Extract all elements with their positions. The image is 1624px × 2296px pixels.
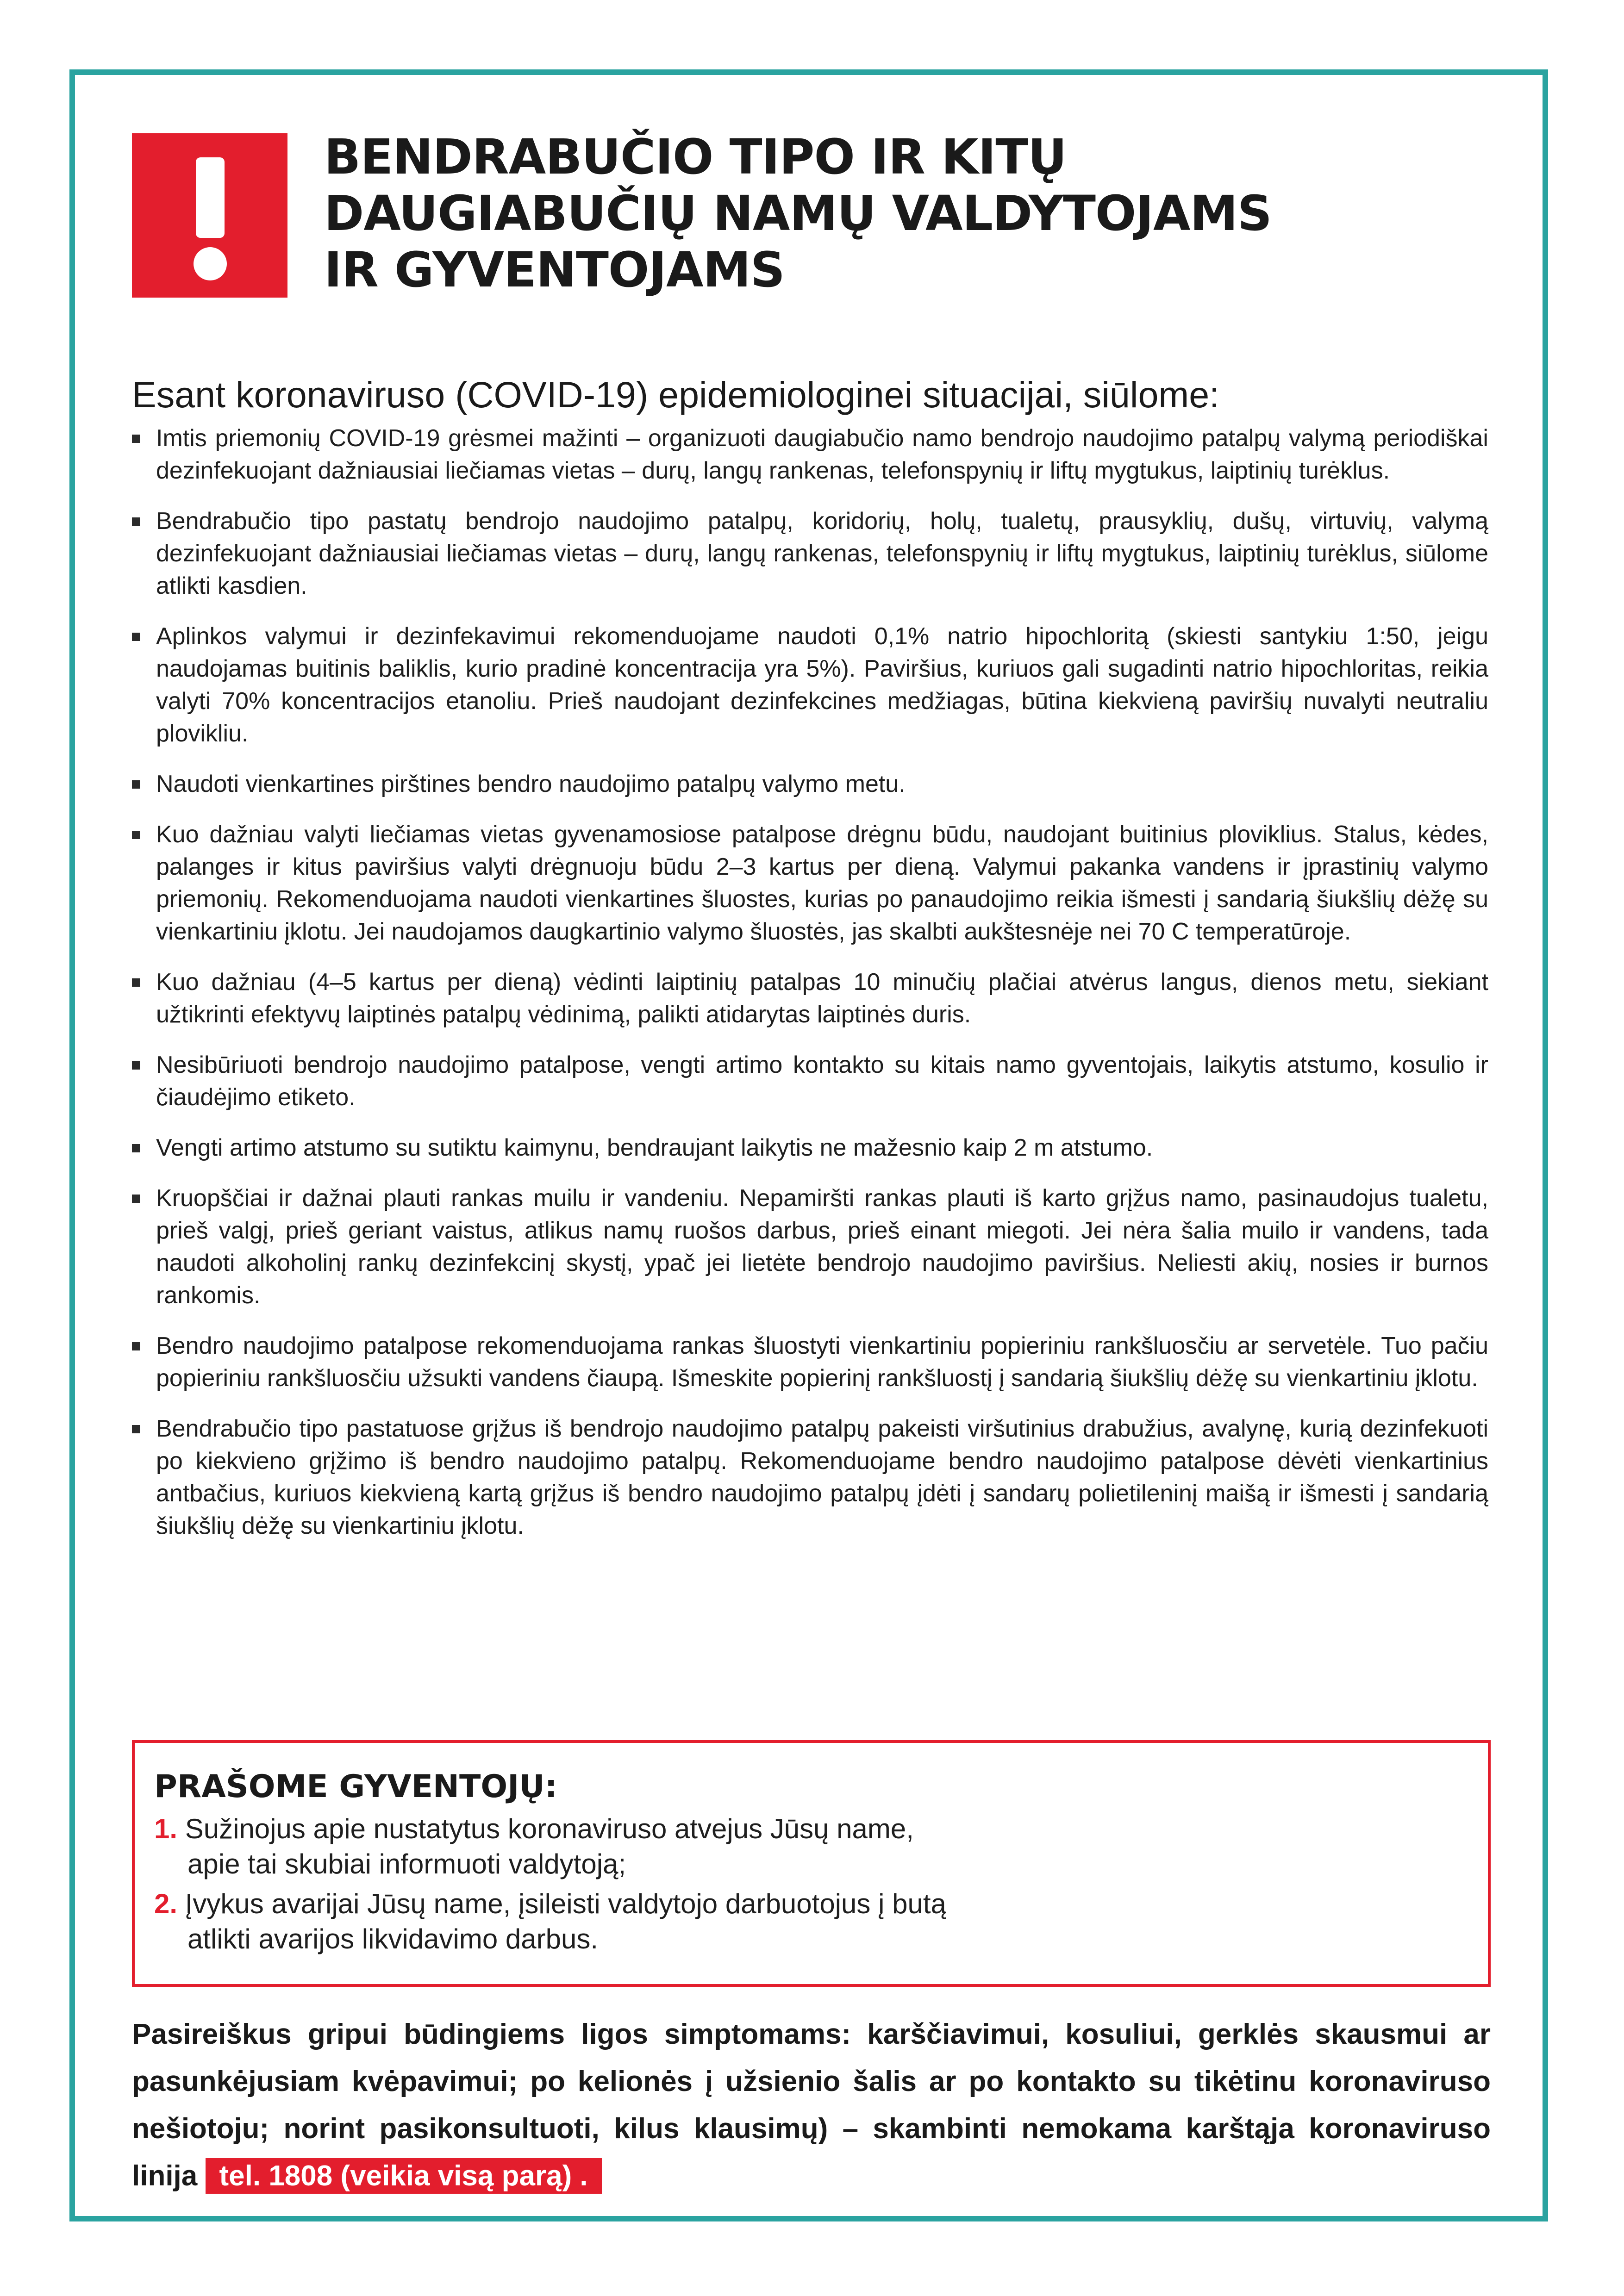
hotline-note [132,2011,1491,2200]
list-item [132,620,1488,750]
list-item [132,505,1488,602]
list-item [132,1132,1488,1164]
list-item [132,1412,1488,1542]
list-item [132,422,1488,487]
request-item-number: 1. [154,1813,178,1844]
list-item [132,818,1488,948]
title-line: IR GYVENTOJAMS [324,242,785,298]
bullet-icon [132,780,140,789]
bullet-icon [132,435,140,443]
page-title [324,129,1458,298]
list-item-text: Bendrabučio tipo pastatuose grįžus iš bendrojo naudojimo patalpų pakeisti viršutinius drabužius, avalynę, kurią dezinfekuoti po kiekvieno grįžimo iš bendro naudojimo patalpų. Rekomenduojame bendro naudojimo patalpose dėvėti vienkartinius antbačius, kuriuos kiekvieną kartą grįžus iš bendro naudojimo patalpų įdėti į sandarų polietileninį maišą ir išmesti į sandarią šiukšlių dėžę su vienkartiniu įklotu. [156,1415,1488,1539]
request-item-text: Įvykus avarijai Jūsų name, įsileisti valdytojo darbuotojus į butą [185,1888,946,1919]
title-line: BENDRABUČIO TIPO IR KITŲ [324,129,1067,185]
alert-icon [132,133,287,298]
hotline-number: tel. 1808 (veikia visą parą) . [206,2158,602,2194]
request-item-text: Sužinojus apie nustatytus koronaviruso atvejus Jūsų name, [185,1813,914,1844]
bullet-icon [132,1342,140,1350]
list-item-text: Kruopščiai ir dažnai plauti rankas muilu ir vandeniu. Nepamiršti rankas plauti iš karto grįžus namo, pasinaudojus tualetu, prieš valgį, prieš geriant vaistus, atlikus namų ruošos darbus, prieš einant miegoti. Jei nėra šalia muilo ir vandens, tada naudoti alkoholinį rankų dezinfekcinį skystį, ypač jei lietėte bendrojo naudojimo paviršius. Neliesti akių, nosies ir burnos rankomis. [156,1185,1488,1309]
hotline-note-text: Pasireiškus gripui būdingiems ligos simptomams: karščiavimui, kosuliui, gerklės skausmui ar pasunkėjusiam kvėpavimui; po kelionės į užsienio šalis ar po kontakto su tikėtinu koronaviruso nešiotoju; norint pasikonsultuoti, kilus klausimų) – skambinti nemokama karštąja koronaviruso linija [132,2018,1491,2192]
list-item-text: Aplinkos valymui ir dezinfekavimui rekomenduojame naudoti 0,1% natrio hipochloritą (skiesti santykiu 1:50, jeigu naudojamas buitinis baliklis, kurio pradinė koncentracija yra 5%). Paviršius, kuriuos gali sugadinti natrio hipochloritas, reikia valyti 70% koncentracijos etanoliu. Prieš naudojant dezinfekcines medžiagas, būtina kiekvieną paviršių nuvalyti neutraliu plovikliu. [156,623,1488,747]
list-item [132,1182,1488,1312]
request-item-text: atlikti avarijos likvidavimo darbus. [187,1923,598,1954]
list-item-text: Nesibūriuoti bendrojo naudojimo patalpose, vengti artimo kontakto su kitais namo gyventojais, laikytis atstumo, kosulio ir čiaudėjimo etiketo. [156,1052,1488,1111]
recommendations-list [132,422,1488,1560]
bullet-icon [132,978,140,987]
list-item-text: Kuo dažniau valyti liečiamas vietas gyvenamosiose patalpose drėgnu būdu, naudojant buitinius ploviklius. Stalus, kėdes, palanges ir kitus paviršius valyti drėgnuoju būdu 2–3 kartus per dieną. Valymui pakanka vandens ir įprastinių valymo priemonių. Rekomenduojama naudoti vienkartines šluostes, kurias po panaudojimo reikia išmesti į sandarią šiukšlių dėžę su vienkartiniu įklotu. Jei naudojamos daugkartinio valymo šluostės, jas skalbti aukštesnėje nei 70 C temperatūroje. [156,821,1488,945]
list-item-text: Bendro naudojimo patalpose rekomenduojama rankas šluostyti vienkartiniu popieriniu rankšluosčiu ar servetėle. Tuo pačiu popieriniu rankšluosčiu užsukti vandens čiaupą. Išmeskite popierinį rankšluostį į sandarią šiukšlių dėžę su vienkartiniu įklotu. [156,1332,1488,1392]
request-item-number: 2. [154,1888,178,1919]
list-item [132,1330,1488,1394]
residents-request-box [132,1740,1491,1987]
bullet-icon [132,1061,140,1070]
list-item-text: Vengti artimo atstumo su sutiktu kaimynu, bendraujant laikytis ne mažesnio kaip 2 m atstumo. [156,1134,1153,1161]
title-line: DAUGIABUČIŲ NAMŲ VALDYTOJAMS [324,185,1272,242]
list-item-text: Naudoti vienkartines pirštines bendro naudojimo patalpų valymo metu. [156,771,906,797]
bullet-icon [132,1425,140,1433]
request-item [154,1886,1173,1957]
list-item [132,1049,1488,1114]
list-item-text: Bendrabučio tipo pastatų bendrojo naudojimo patalpų, koridorių, holų, tualetų, prausyklių, dušų, virtuvių, valymą dezinfekuojant dažniausiai liečiamas vietas – durų, langų rankenas, telefonspynių ir liftų mygtukus, laiptinių turėklus, siūlome atlikti kasdien. [156,508,1488,599]
request-title: PRAŠOME GYVENTOJŲ: [154,1768,557,1805]
bullet-icon [132,633,140,641]
list-item [132,966,1488,1031]
list-item [132,768,1488,800]
request-item [154,1811,1173,1882]
intro-heading: Esant koronaviruso (COVID-19) epidemiologinei situacijai, siūlome: [132,374,1220,415]
bullet-icon [132,1144,140,1152]
bullet-icon [132,831,140,839]
list-item-text: Imtis priemonių COVID-19 grėsmei mažinti – organizuoti daugiabučio namo bendrojo naudojimo patalpų valymą periodiškai dezinfekuojant dažniausiai liečiamas vietas – durų, langų rankenas, telefonspynių ir liftų mygtukus, laiptinių turėklus. [156,425,1488,484]
alert-icon-dot [194,247,227,280]
request-item-text: apie tai skubiai informuoti valdytoją; [187,1848,626,1879]
bullet-icon [132,1195,140,1203]
alert-icon-bar [196,157,225,238]
list-item-text: Kuo dažniau (4–5 kartus per dieną) vėdinti laiptinių patalpas 10 minučių plačiai atvėrus langus, dienos metu, siekiant užtikrinti efektyvų laiptinės patalpų vėdinimą, palikti atidarytas laiptinės duris. [156,969,1488,1028]
bullet-icon [132,517,140,526]
